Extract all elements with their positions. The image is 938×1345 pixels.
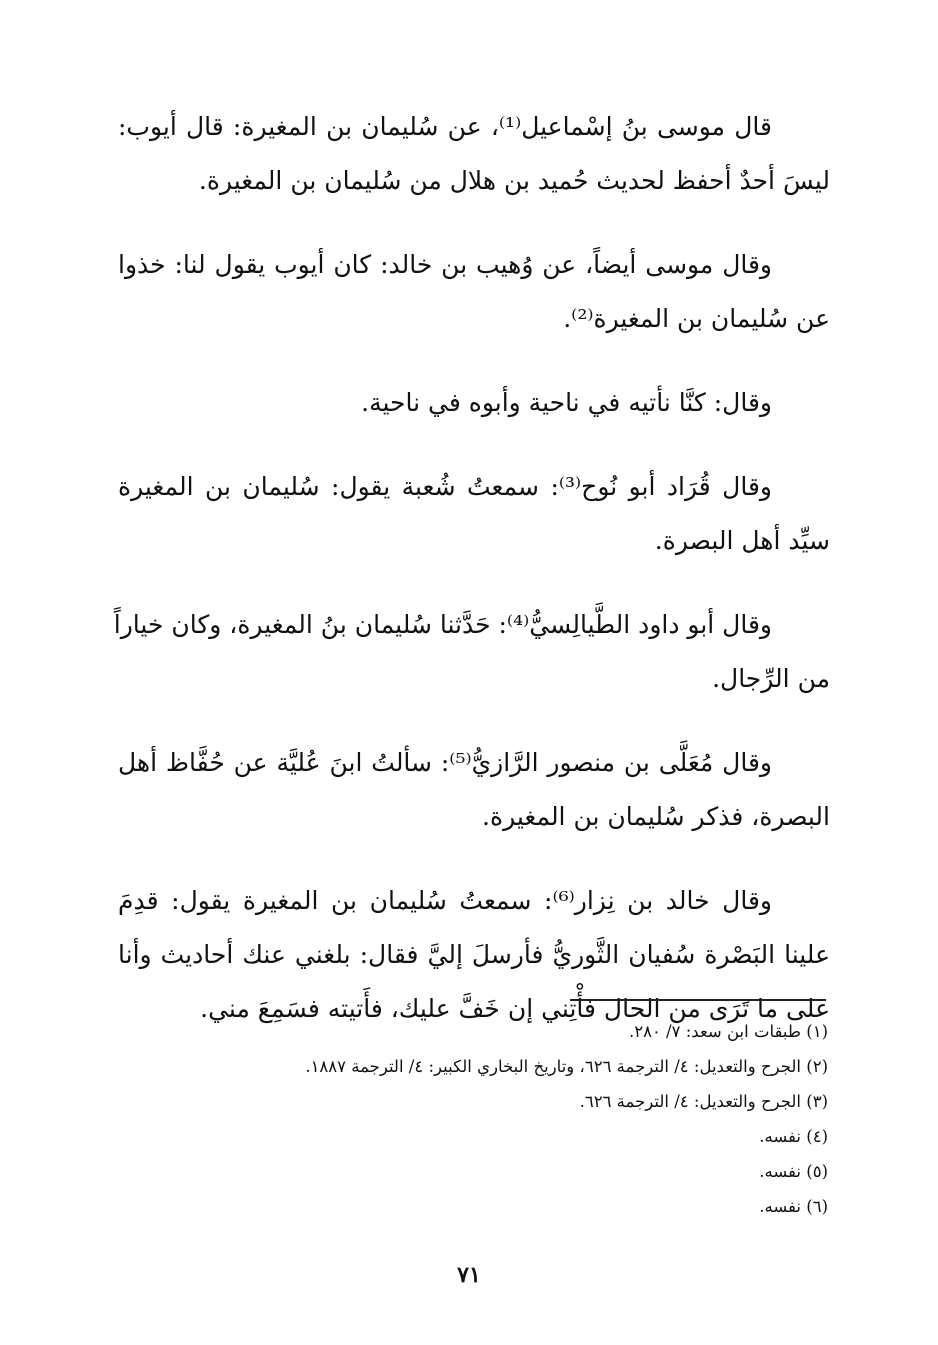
footnote-3: (٣) الجرح والتعديل: ٤/ الترجمة ٦٢٦. <box>579 1092 828 1111</box>
main-text <box>113 100 830 1066</box>
text-line: وقال: كنَّا نأتيه في ناحية وأبوه في ناحية. <box>361 388 772 417</box>
text-line: سيِّد أهل البصرة. <box>654 526 830 555</box>
text-line: وقال موسى أيضاً، عن وُهيب بن خالد: كان أيوب يقول لنا: خذوا <box>118 250 772 279</box>
paragraph-1 <box>118 100 830 208</box>
footnotes-list <box>118 1014 830 1224</box>
footnote-1: (١) طبقات ابن سعد: ٧/ ٢٨٠. <box>628 1022 828 1041</box>
text-line: وقال خالد بن نِزار⁽⁶⁾: سمعتُ سُليمان بن المغيرة يقول: قدِمَ <box>118 886 772 915</box>
footnote-5: (٥) نفسه. <box>759 1162 828 1181</box>
footnote-2: (٢) الجرح والتعديل: ٤/ الترجمة ٦٢٦، وتاريخ البخاري الكبير: ٤/ الترجمة ١٨٨٧. <box>305 1057 828 1076</box>
text-line: عن سُليمان بن المغيرة⁽²⁾. <box>563 304 830 333</box>
text-line: ليسَ أحدٌ أحفظ لحديث حُميد بن هلال من سُليمان بن المغيرة. <box>198 166 830 195</box>
text-line: علينا البَصْرة سُفيان الثَّوريُّ فأرسلَ إليَّ فقال: بلغني عنك أحاديث وأنا <box>118 940 830 969</box>
paragraph-5 <box>113 598 830 706</box>
paragraph-4 <box>118 460 830 568</box>
paragraph-7 <box>118 874 830 1036</box>
text-line: وقال مُعَلَّى بن منصور الرَّازيُّ⁽⁵⁾: سألتُ ابنَ عُليَّة عن حُفَّاظ أهل <box>118 748 772 777</box>
text-line: وقال أبو داود الطَّيالِسيُّ⁽⁴⁾: حَدَّثنا سُليمان بنُ المغيرة، وكان خياراً <box>113 610 772 639</box>
paragraph-6 <box>118 736 830 844</box>
text-line: على ما تَرَى من الحال فأْتِني إن خَفَّ عليك، فأَتيته فسَمِعَ مني. <box>200 994 830 1023</box>
text-line: وقال قُرَاد أبو نُوح⁽³⁾: سمعتُ شُعبة يقول: سُليمان بن المغيرة <box>118 472 772 501</box>
footnote-6: (٦) نفسه. <box>759 1197 828 1216</box>
text-line: من الرِّجال. <box>712 664 830 693</box>
paragraph-2 <box>118 238 830 346</box>
page-number: ٧١ <box>457 1262 481 1288</box>
footnote-separator <box>570 999 826 1001</box>
text-line: قال موسى بنُ إسْماعيل⁽¹⁾، عن سُليمان بن المغيرة: قال أيوب: <box>118 112 772 141</box>
text-line: البصرة، فذكر سُليمان بن المغيرة. <box>482 802 830 831</box>
paragraph-3 <box>118 376 830 430</box>
footnote-4: (٤) نفسه. <box>759 1127 828 1146</box>
